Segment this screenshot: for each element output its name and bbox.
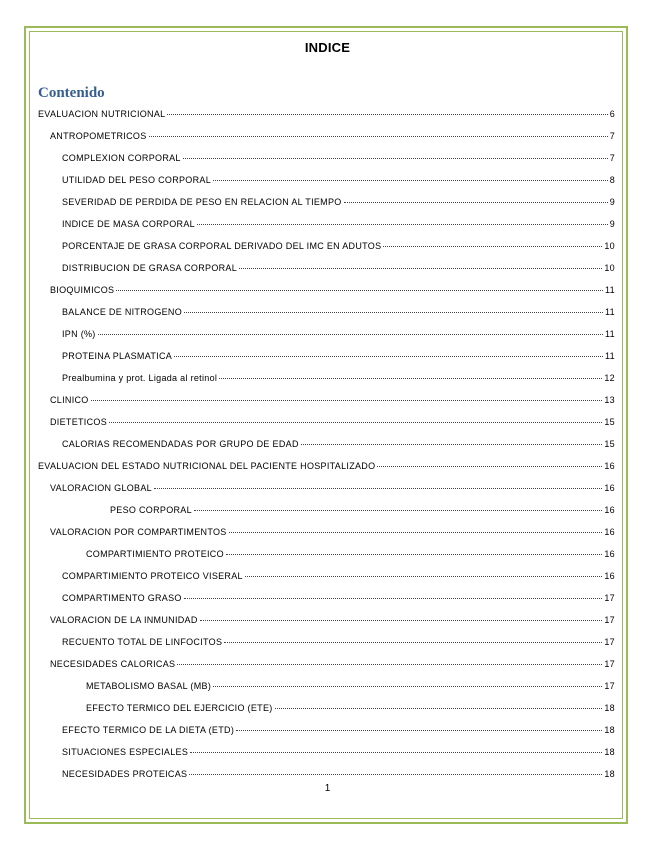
toc-leader-dots (219, 378, 602, 379)
toc-leader-dots (174, 356, 603, 357)
toc-leader-dots (213, 686, 602, 687)
toc-entry[interactable] (62, 241, 615, 251)
toc-leader-dots (91, 400, 603, 401)
toc-leader-dots (383, 246, 602, 247)
toc-entry[interactable] (62, 747, 615, 757)
toc-entry-label: CALORIAS RECOMENDADAS POR GRUPO DE EDAD (62, 439, 299, 449)
toc-leader-dots (154, 488, 602, 489)
toc-entry-page: 9 (609, 219, 615, 229)
toc-entry[interactable] (62, 439, 615, 449)
toc-entry-label: RECUENTO TOTAL DE LINFOCITOS (62, 637, 223, 647)
toc-entry[interactable] (38, 461, 615, 471)
toc-entry-label: INDICE DE MASA CORPORAL (62, 219, 195, 229)
toc-leader-dots (183, 158, 608, 159)
toc-leader-dots (224, 642, 602, 643)
toc-leader-dots (200, 620, 603, 621)
toc-entry-label: EVALUACION DEL ESTADO NUTRICIONAL DEL PACIENTE HOSPITALIZADO (38, 461, 376, 471)
toc-entry-label: EFECTO TERMICO DE LA DIETA (ETD) (62, 725, 235, 735)
toc-heading: Contenido (38, 85, 105, 101)
toc-leader-dots (377, 466, 602, 467)
page-title: INDICE (304, 40, 351, 55)
toc-entry-label: CLINICO (50, 395, 89, 405)
toc-entry[interactable] (50, 615, 615, 625)
toc-entry[interactable] (62, 593, 615, 603)
toc-entry-label: BIOQUIMICOS (50, 285, 115, 295)
toc-entry-page: 17 (604, 593, 615, 603)
toc-leader-dots (229, 532, 603, 533)
toc-entry-page: 16 (604, 571, 615, 581)
toc-entry[interactable] (62, 175, 615, 185)
toc-entry-label: PROTEINA PLASMATICA (62, 351, 173, 361)
toc-entry-page: 11 (605, 351, 615, 361)
toc-entry-page: 16 (604, 461, 615, 471)
toc-entry-label: NECESIDADES CALORICAS (50, 659, 176, 669)
toc-entry-label: COMPLEXION CORPORAL (62, 153, 181, 163)
toc-entry-page: 17 (604, 615, 615, 625)
toc-leader-dots (189, 774, 602, 775)
toc-leader-dots (98, 334, 603, 335)
toc-entry-page: 11 (605, 307, 615, 317)
toc-entry[interactable] (50, 131, 615, 141)
toc-leader-dots (116, 290, 603, 291)
toc-leader-dots (213, 180, 608, 181)
toc-leader-dots (301, 444, 603, 445)
toc-entry-label: EFECTO TERMICO DEL EJERCICIO (ETE) (86, 703, 273, 713)
toc-entry[interactable] (62, 197, 615, 207)
toc-entry-label: SITUACIONES ESPECIALES (62, 747, 189, 757)
toc-leader-dots (239, 268, 602, 269)
toc-leader-dots (167, 114, 607, 115)
toc-leader-dots (236, 730, 602, 731)
toc-entry-page: 18 (604, 703, 615, 713)
toc-entry[interactable] (62, 219, 615, 229)
toc-leader-dots (245, 576, 603, 577)
toc-entry-label: ANTROPOMETRICOS (50, 131, 147, 141)
toc-entry[interactable] (62, 769, 615, 779)
toc-entry[interactable] (62, 307, 615, 317)
toc-leader-dots (177, 664, 602, 665)
toc-entry-label: COMPARTIMIENTO PROTEICO (86, 549, 224, 559)
toc-entry[interactable] (50, 417, 615, 427)
toc-leader-dots (194, 510, 602, 511)
toc-entry[interactable] (62, 351, 615, 361)
toc-entry[interactable] (62, 263, 615, 273)
toc-entry-label: SEVERIDAD DE PERDIDA DE PESO EN RELACION AL TIEMPO (62, 197, 342, 207)
toc-entry[interactable] (110, 505, 615, 515)
toc-entry-page: 12 (604, 373, 615, 383)
toc-entry-label: IPN (%) (62, 329, 96, 339)
toc-entry-page: 9 (609, 197, 615, 207)
toc-leader-dots (184, 598, 603, 599)
toc-entry[interactable] (50, 483, 615, 493)
toc-entry-label: BALANCE DE NITROGENO (62, 307, 183, 317)
toc-entry-label: VALORACION DE LA INMUNIDAD (50, 615, 198, 625)
toc-entry-page: 10 (604, 263, 615, 273)
toc-entry-page: 15 (604, 439, 615, 449)
toc-leader-dots (184, 312, 603, 313)
toc-entry-page: 11 (605, 285, 615, 295)
toc-leader-dots (275, 708, 603, 709)
toc-entry-page: 7 (609, 153, 615, 163)
toc-entry[interactable] (86, 549, 615, 559)
toc-entry-label: DISTRIBUCION DE GRASA CORPORAL (62, 263, 238, 273)
page-number: 1 (324, 783, 331, 794)
toc-entry[interactable] (50, 659, 615, 669)
toc-entry-label: NECESIDADES PROTEICAS (62, 769, 188, 779)
toc-entry-label: PORCENTAJE DE GRASA CORPORAL DERIVADO DEL IMC EN ADUTOS (62, 241, 382, 251)
toc-entry-page: 18 (604, 747, 615, 757)
toc-entry-page: 17 (604, 681, 615, 691)
toc-entry-label: COMPARTIMIENTO PROTEICO VISERAL (62, 571, 243, 581)
toc-leader-dots (226, 554, 602, 555)
toc-entry-label: DIETETICOS (50, 417, 108, 427)
toc-entry-page: 16 (604, 483, 615, 493)
toc-entry[interactable] (62, 725, 615, 735)
toc-entry-page: 15 (604, 417, 615, 427)
toc-entry[interactable] (62, 373, 615, 383)
toc-leader-dots (344, 202, 608, 203)
toc-entry[interactable] (62, 637, 615, 647)
toc-entry[interactable] (50, 527, 615, 537)
toc-entry-page: 7 (609, 131, 615, 141)
toc-entry-page: 18 (604, 725, 615, 735)
toc-entry-page: 16 (604, 505, 615, 515)
toc-entry-label: COMPARTIMENTO GRASO (62, 593, 182, 603)
toc-leader-dots (149, 136, 608, 137)
toc-entry-label: METABOLISMO BASAL (MB) (86, 681, 212, 691)
toc-entry-page: 10 (604, 241, 615, 251)
toc-entry-label: UTILIDAD DEL PESO CORPORAL (62, 175, 212, 185)
toc-entry-page: 18 (604, 769, 615, 779)
toc-entry[interactable] (86, 703, 615, 713)
toc-entry[interactable] (86, 681, 615, 691)
toc-entry[interactable] (50, 395, 615, 405)
toc-entry-label: VALORACION GLOBAL (50, 483, 152, 493)
toc-entry-page: 16 (604, 549, 615, 559)
toc-entry-label: PESO CORPORAL (110, 505, 192, 515)
toc-entry[interactable] (50, 285, 615, 295)
toc-entry[interactable] (62, 571, 615, 581)
toc-entry[interactable] (62, 153, 615, 163)
toc-leader-dots (190, 752, 602, 753)
toc-entry[interactable] (38, 109, 615, 119)
toc-entry-page: 16 (604, 527, 615, 537)
toc-entry-page: 13 (604, 395, 615, 405)
toc-entry-label: VALORACION POR COMPARTIMENTOS (50, 527, 227, 537)
toc-leader-dots (109, 422, 602, 423)
toc-entry-page: 17 (604, 637, 615, 647)
toc-entry-page: 6 (609, 109, 615, 119)
toc-entry-page: 17 (604, 659, 615, 669)
toc-entry-page: 8 (609, 175, 615, 185)
toc-leader-dots (197, 224, 608, 225)
toc-entry-page: 11 (605, 329, 615, 339)
toc-entry-label: Prealbumina y prot. Ligada al retinol (62, 373, 218, 383)
toc-entry-label: EVALUACION NUTRICIONAL (38, 109, 166, 119)
toc-entry[interactable] (62, 329, 615, 339)
